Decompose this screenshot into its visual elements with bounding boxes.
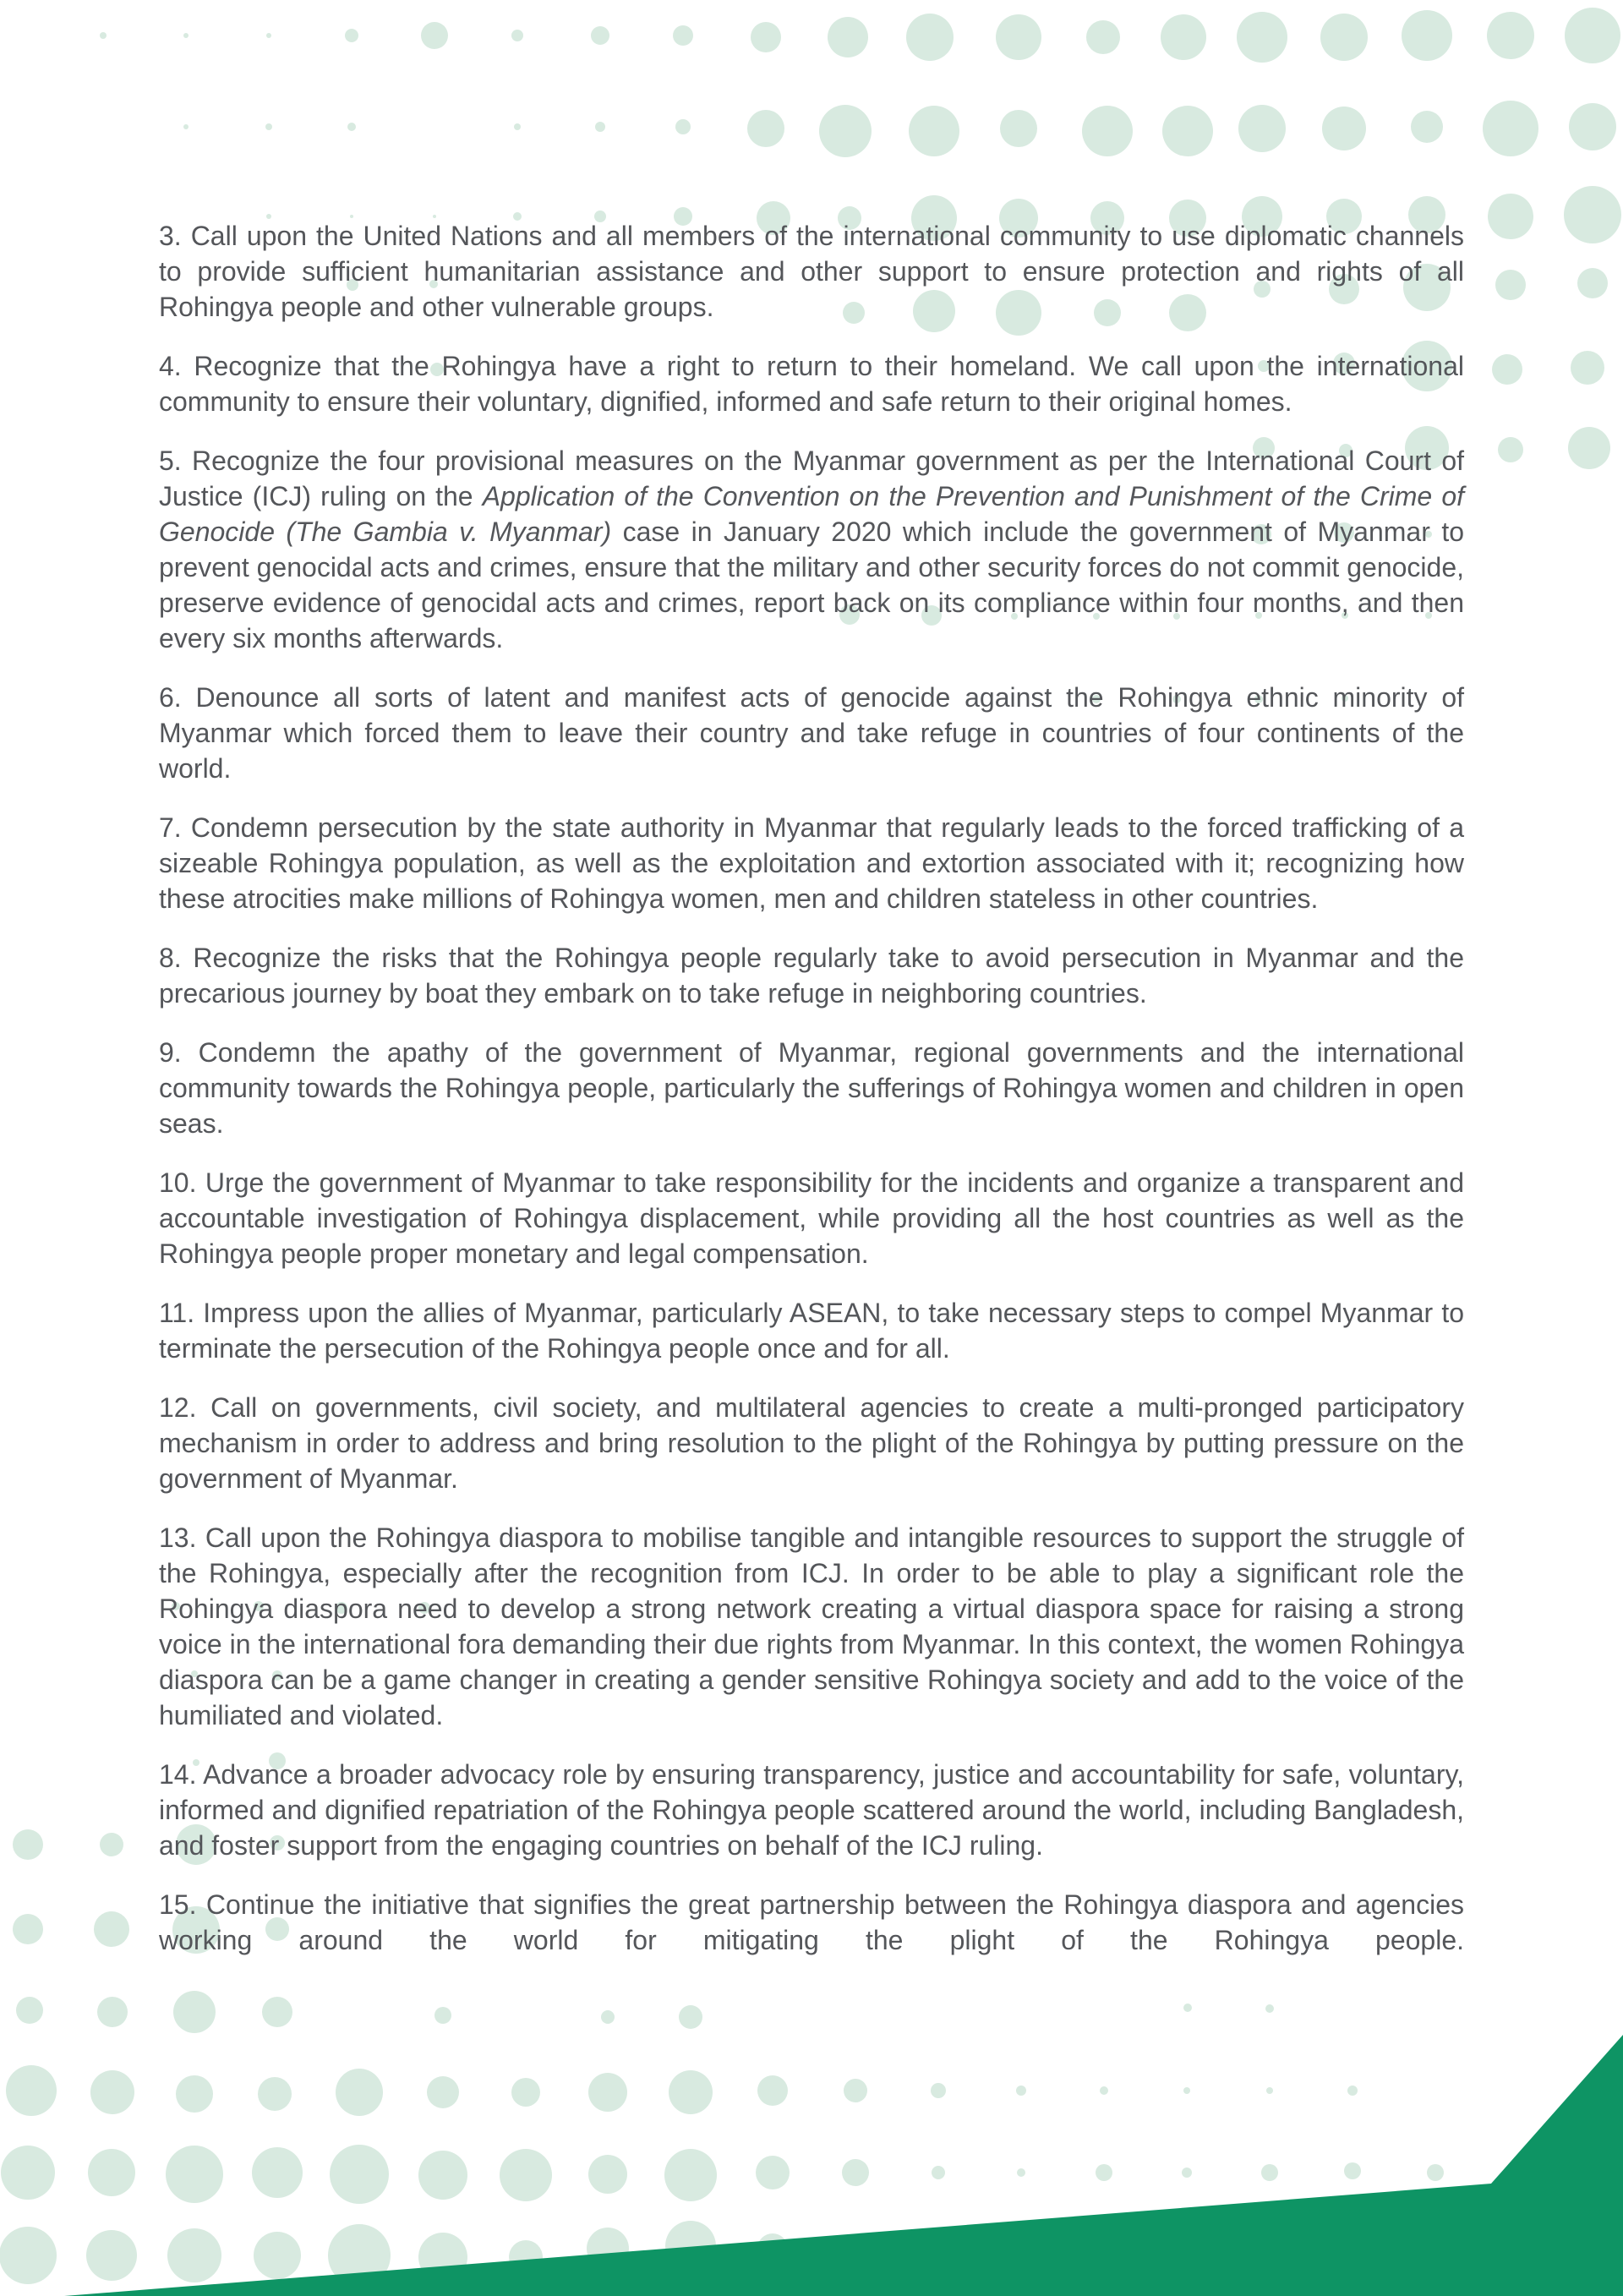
italic-case-title: Application of the Convention on the Prevention and Punishment of the Crime of Genocide (The Gambia v. Myanmar) (159, 481, 1465, 547)
decor-dot (254, 2232, 301, 2279)
decor-dot (751, 22, 781, 52)
decor-dot (434, 2007, 451, 2024)
decor-dot (166, 2146, 223, 2203)
decor-dot (1565, 8, 1620, 63)
decor-dot (13, 1914, 43, 1944)
decor-dot (819, 105, 872, 157)
decor-dot (418, 2151, 467, 2200)
decor-dot (514, 123, 521, 130)
decor-dot (1564, 186, 1621, 243)
decor-dot (1086, 20, 1120, 54)
decor-dot (1237, 12, 1287, 63)
decor-dot (595, 122, 605, 132)
decor-dot (906, 14, 954, 61)
paragraph-text: 11. Impress upon the allies of Myanmar, particularly ASEAN, to take necessary steps to compel Myanmar to terminate the persecution of the Rohingya people once and for all. (159, 1298, 1464, 1364)
decor-dot (842, 2159, 869, 2186)
decor-dot (588, 2073, 627, 2112)
decor-dot (1347, 2086, 1358, 2096)
decor-dot (265, 123, 272, 130)
decor-dot (669, 2070, 713, 2114)
decor-dot (183, 33, 189, 38)
resolution-paragraph-10 (159, 1165, 1464, 1271)
decor-dot (1162, 106, 1213, 156)
decor-dot (1183, 2087, 1190, 2094)
paragraph-text: 12. Call on governments, civil society, and multilateral agencies to create a multi-pronged participatory mechanism in order to address and bring resolution to the plight of the Rohingya by putting pressure on the government of Myanmar. (159, 1392, 1464, 1494)
decor-dot (1569, 103, 1616, 150)
paragraph-text: 15. Continue the initiative that signifies the great partnership between the Rohingya diaspora and agencies working around the world for mitigating the plight of the Rohingya people. (159, 1889, 1464, 1955)
decor-dot (266, 33, 271, 38)
decor-dot (601, 2010, 615, 2024)
decor-dot (845, 2239, 866, 2259)
decor-dot (1498, 437, 1523, 462)
decor-dot (1492, 354, 1522, 385)
decor-dot (94, 1911, 129, 1947)
decor-dot (996, 14, 1041, 60)
decor-dot (0, 2227, 57, 2284)
decor-dot (587, 2228, 629, 2270)
decor-dot (183, 124, 189, 129)
decor-dot (90, 2070, 134, 2114)
decor-dot (679, 2005, 702, 2029)
decor-dot (16, 1997, 43, 2024)
decor-dot (100, 1833, 123, 1856)
decor-dot (1577, 268, 1608, 298)
resolution-paragraph-5 (159, 443, 1464, 656)
resolution-paragraph-9 (159, 1035, 1464, 1141)
paragraph-text: 6. Denounce all sorts of latent and manifest acts of genocide against the Rohingya ethnic minority of Myanmar which forced them to leave their country and take refuge in countries of four continents of the world. (159, 682, 1464, 784)
decor-dot (664, 2149, 717, 2201)
decor-dot (1402, 10, 1452, 61)
decor-dot (675, 119, 691, 134)
paragraph-text: 9. Condemn the apathy of the government of Myanmar, regional governments and the international community towards the Rohingya people, particularly the sufferings of Rohingya women and children in open seas. (159, 1037, 1464, 1139)
decor-dot (511, 2078, 540, 2107)
paragraph-text: 3. Call upon the United Nations and all members of the international community to use diplomatic channels to provide sufficient humanitarian assistance and other support to ensure protection and rights of all Rohingya people and other vulnerable groups. (159, 221, 1464, 322)
decor-dot (97, 1997, 128, 2027)
paragraph-text: 7. Condemn persecution by the state authority in Myanmar that regularly leads to the forced trafficking of a sizeable Rohingya population, as well as the exploitation and extortion associated with it; recognizing how these atrocities make millions of Rohingya women, men and children stateless in other countries. (159, 812, 1464, 914)
decor-dot (421, 22, 448, 49)
decor-dot (173, 1991, 216, 2033)
paragraph-text: 13. Call upon the Rohingya diaspora to mobilise tangible and intangible resources to support the struggle of the Rohingya, especially after the recognition from ICJ. In order to be able to play a significant role the Rohingya diaspora need to develop a strong network creating a virtual diaspora space for raising a strong voice in the international fora demanding their due rights from Myanmar. In this context, the women Rohingya diaspora can be a game changer in creating a gender sensitive Rohingya society and add to the voice of the humiliated and violated. (159, 1522, 1464, 1730)
decor-dot (328, 2224, 391, 2287)
decor-dot (1488, 194, 1533, 239)
decor-dot (1000, 110, 1037, 147)
decor-dot (665, 2221, 716, 2271)
decor-dot (757, 2233, 788, 2264)
decor-dot (13, 1829, 43, 1860)
decor-dot (1427, 2164, 1444, 2181)
decor-dot (1265, 2004, 1274, 2013)
decor-dot (252, 2147, 303, 2198)
resolution-text-block (159, 218, 1464, 1958)
resolution-paragraph-12 (159, 1390, 1464, 1496)
decor-dot (509, 2240, 543, 2274)
decor-dot (828, 17, 868, 57)
decor-dot (88, 2149, 135, 2196)
resolution-paragraph-15 (159, 1887, 1464, 1958)
resolution-paragraph-7 (159, 810, 1464, 916)
decor-dot (6, 2065, 57, 2116)
decor-dot (1411, 111, 1443, 143)
decor-dot (1487, 12, 1534, 59)
decor-dot (1, 2146, 55, 2200)
decor-dot (1261, 2164, 1278, 2181)
decor-dot (258, 2077, 292, 2111)
resolution-paragraph-3 (159, 218, 1464, 325)
decor-dot (100, 32, 107, 39)
decor-dot (345, 29, 358, 42)
decor-dot (1016, 2086, 1026, 2096)
decor-dot (176, 2075, 213, 2113)
decor-dot (673, 25, 693, 46)
decor-dot (86, 2230, 137, 2281)
resolution-paragraph-4 (159, 348, 1464, 419)
decor-dot (844, 2079, 867, 2102)
decor-dot (1096, 2164, 1112, 2181)
resolution-paragraph-11 (159, 1295, 1464, 1366)
decor-dot (757, 2075, 788, 2106)
decor-dot (1182, 2168, 1192, 2178)
decor-dot (1320, 14, 1368, 61)
paragraph-text: 14. Advance a broader advocacy role by ensuring transparency, justice and accountability for safe, voluntary, informed and dignified repatriation of the Rohingya people scattered around the world, including Bangladesh, and foster support from the engaging countries on behalf of the ICJ ruling. (159, 1759, 1464, 1861)
decor-dot (1571, 351, 1604, 385)
resolution-paragraph-8 (159, 940, 1464, 1011)
decor-dot (1082, 106, 1133, 156)
decor-dot (418, 2233, 467, 2282)
decor-dot (347, 123, 356, 131)
decor-dot (1322, 107, 1366, 150)
decor-dot (1238, 105, 1286, 152)
decor-dot (1483, 101, 1538, 156)
decor-dot (1017, 2168, 1025, 2177)
decor-dot (931, 2083, 946, 2098)
decor-dot (1183, 2004, 1192, 2012)
decor-dot (1568, 427, 1610, 469)
decor-dot (588, 2155, 627, 2194)
decor-dot (1100, 2086, 1108, 2095)
paragraph-text: 8. Recognize the risks that the Rohingya people regularly take to avoid persecution in Myanmar and the precarious journey by boat they embark on to take refuge in neighboring countries. (159, 943, 1464, 1009)
decor-dot (909, 106, 959, 156)
decor-dot (330, 2145, 389, 2204)
paragraph-text: 10. Urge the government of Myanmar to take responsibility for the incidents and organize a transparent and accountable investigation of Rohingya displacement, while providing all the host countries as well as the Rohingya people proper monetary and legal compensation. (159, 1167, 1464, 1269)
paragraph-text: case in January 2020 which include the government of Myanmar to prevent genocidal acts and crimes, ensure that the military and other security forces do not commit genocide, preserve evidence of genocidal acts and crimes, report back on its compliance within four months, and then every six months afterwards. (159, 517, 1465, 653)
decor-dot (262, 1997, 292, 2027)
paragraph-text: 4. Recognize that the Rohingya have a right to return to their homeland. We call upon the international community to ensure their voluntary, dignified, informed and safe return to their original homes. (159, 351, 1464, 417)
decor-dot (500, 2149, 552, 2201)
decor-dot (1495, 270, 1526, 300)
resolution-paragraph-13 (159, 1520, 1464, 1733)
decor-dot (1266, 2087, 1273, 2094)
decor-dot (1161, 14, 1206, 60)
decor-dot (1344, 2162, 1361, 2179)
decor-dot (932, 2242, 945, 2255)
resolution-paragraph-14 (159, 1757, 1464, 1863)
decor-dot (336, 2069, 383, 2116)
resolution-paragraph-6 (159, 680, 1464, 786)
decor-dot (756, 2156, 790, 2189)
decor-dot (591, 26, 609, 45)
decor-dot (511, 30, 523, 41)
decor-dot (427, 2076, 459, 2108)
decor-dot (747, 110, 784, 147)
paragraph-text: 5. Recognize the four provisional measures on the Myanmar government as per the International Court of Justice (ICJ) ruling on the (159, 446, 1464, 511)
decor-dot (167, 2228, 221, 2282)
decor-dot (932, 2166, 945, 2179)
